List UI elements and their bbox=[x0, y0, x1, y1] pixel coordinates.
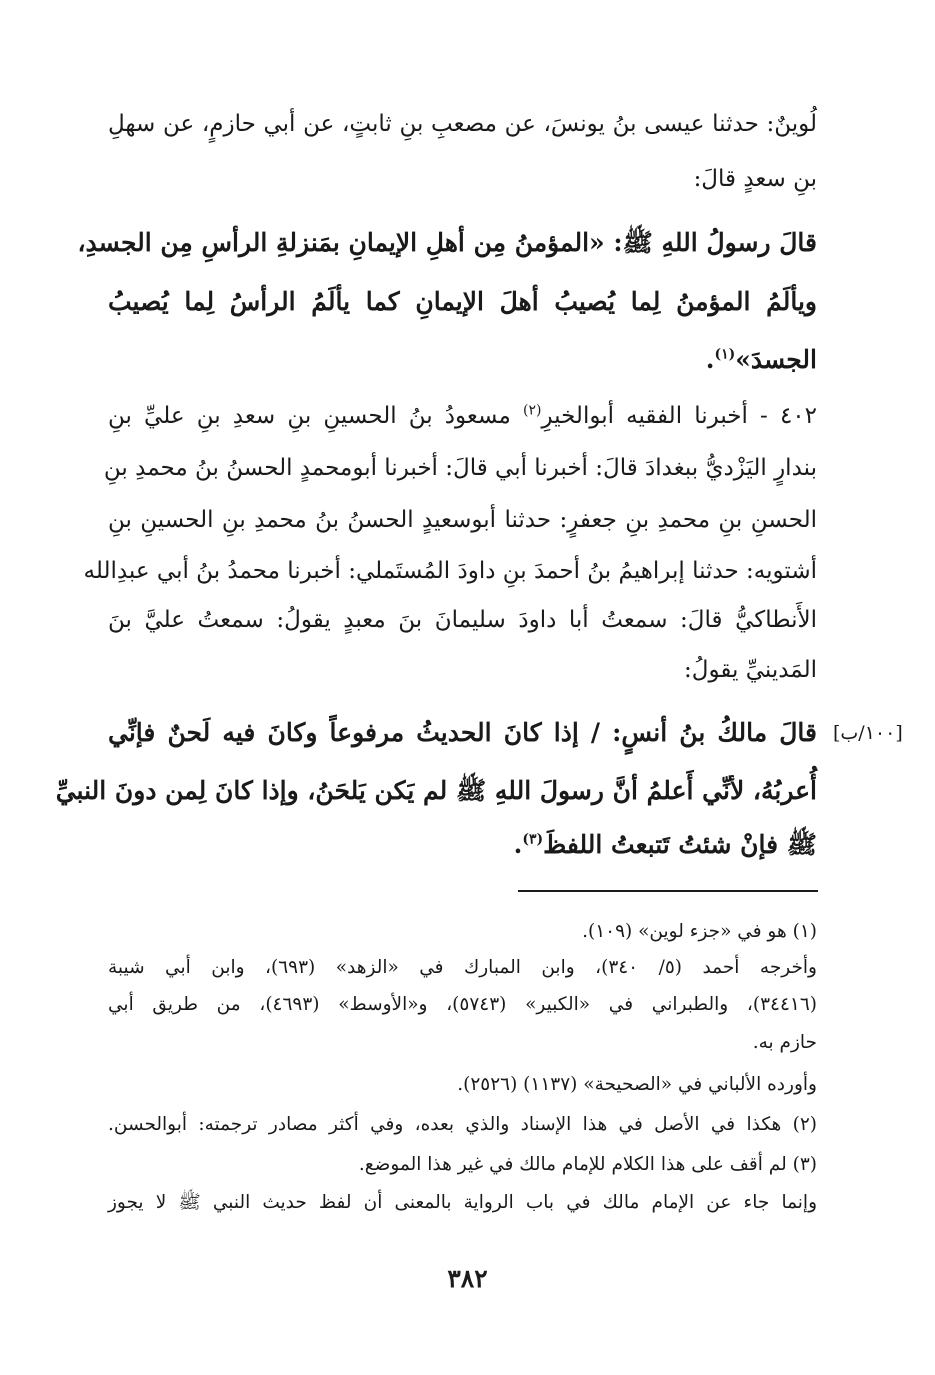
narration-number: ٤٠٢ - أخبرنا الفقيه أبوالخيرِ bbox=[541, 403, 817, 429]
footnote-line: وأخرجه أحمد (٥/ ٣٤٠)، وابن المبارك في «الزهد» (٦٩٣)، وابن أبي شيبة bbox=[108, 957, 817, 978]
hadith-text: الجسدَ» bbox=[735, 345, 817, 374]
text-line: بندارٍ اليَزْديُّ ببغدادَ قالَ: أخبرنا أبي قالَ: أخبرنا أبومحمدٍ الحسنُ بنُ محمدِ بنِ bbox=[103, 455, 817, 481]
page-number: ٣٨٢ bbox=[447, 1264, 488, 1293]
footnote-line: (٢) هكذا في الأصل في هذا الإسناد والذي بعده، وفي أكثر مصادر ترجمته: أبوالحسن. bbox=[108, 1114, 817, 1135]
quote-line bbox=[514, 829, 817, 866]
footnote-divider bbox=[518, 890, 818, 892]
footnote-ref-1: (١) bbox=[714, 346, 736, 363]
manuscript-folio-note: [١٠٠/ب] bbox=[833, 722, 903, 744]
text-line: لُوينٌ: حدثنا عيسى بنُ يونسَ، عن مصعبِ بنِ ثابتٍ، عن أبي حازمٍ، عن سهلِ bbox=[108, 111, 817, 137]
text-line bbox=[108, 403, 817, 429]
footnote-line: حازم به. bbox=[752, 1032, 817, 1053]
text-line: أشتويه: حدثنا إبراهيمُ بنُ أحمدَ بنِ داودَ المُستَملي: أخبرنا محمدُ بنُ أبي عبدِالله bbox=[83, 558, 817, 584]
end-mark: . bbox=[705, 345, 715, 374]
text-line: بنِ سعدٍ قالَ: bbox=[693, 166, 817, 192]
footnote-ref-2: (٢) bbox=[522, 402, 542, 419]
footnote-line: (٣٤٤١٦)، والطبراني في «الكبير» (٥٧٤٣)، و«الأوسط» (٤٦٩٣)، من طريق أبي bbox=[108, 994, 817, 1015]
quote-text: ﷺ فإنْ شئتُ تَتبعتُ اللفظَ bbox=[543, 830, 817, 859]
end-mark: . bbox=[513, 830, 523, 859]
footnote-line: وأورده الألباني في «الصحيحة» (١١٣٧) (٢٥٢٦). bbox=[457, 1074, 817, 1095]
text-line: الأَنطاكيُّ قالَ: سمعتُ أبا داودَ سليمانَ بنَ معبدٍ يقولُ: سمعتُ عليَّ بنَ bbox=[108, 607, 817, 633]
footnote-ref-3: (٣) bbox=[522, 831, 544, 848]
hadith-line bbox=[706, 345, 817, 374]
footnote-line: وإنما جاء عن الإمام مالك في باب الرواية بالمعنى أن لفظ حديث النبي ﷺ لا يجوز bbox=[108, 1192, 817, 1213]
quote-line: قالَ مالكُ بنُ أنسٍ: / إذا كانَ الحديثُ مرفوعاً وكانَ فيه لَحنٌ فإنِّي bbox=[108, 718, 817, 747]
hadith-line: قالَ رسولُ اللهِ ﷺ: «المؤمنُ مِن أهلِ الإيمانِ بمَنزلةِ الرأسِ مِن الجسدِ، bbox=[77, 228, 817, 257]
footnote-line: (٣) لم أقف على هذا الكلام للإمام مالك في غير هذا الموضع. bbox=[358, 1154, 817, 1175]
hadith-line: ويألَمُ المؤمنُ لِما يُصيبُ أهلَ الإيمانِ كما يألَمُ الرأسُ لِما يُصيبُ bbox=[108, 287, 817, 316]
footnote-line: (١) هو في «جزء لوين» (١٠٩). bbox=[582, 921, 817, 942]
text-line: المَدينيِّ يقولُ: bbox=[684, 657, 817, 683]
narration-text: مسعودُ بنُ الحسينِ بنِ سعدِ بنِ عليِّ بنِ bbox=[108, 403, 511, 429]
quote-line: أُعربُهُ، لأنِّي أَعلمُ أنَّ رسولَ اللهِ ﷺ لم يَكن يَلحَنُ، وإذا كانَ لِمن دونَ النبيِّ bbox=[55, 776, 817, 805]
text-line: الحسنِ بنِ محمدِ بنِ جعفرٍ: حدثنا أبوسعيدٍ الحسنُ بنُ محمدِ بنِ الحسينِ بنِ bbox=[108, 507, 817, 533]
